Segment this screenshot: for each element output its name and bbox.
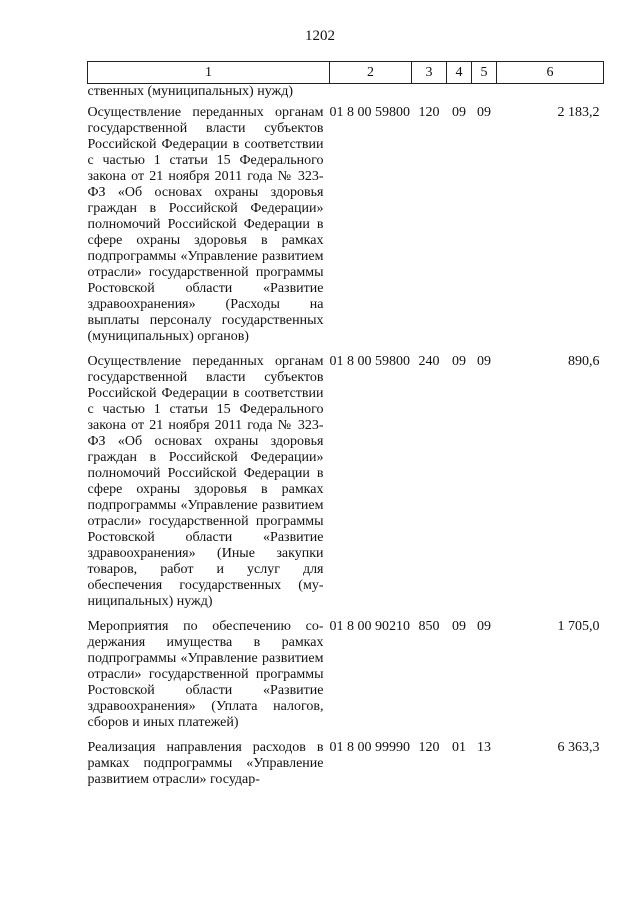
row-vr-code: 850	[418, 619, 440, 634]
row-csr-code: 01 8 00 59800	[329, 105, 410, 120]
header-col-2: 2	[330, 62, 412, 84]
header-col-4: 4	[447, 62, 472, 84]
table-row	[88, 351, 604, 616]
row-name: Реализация направления расходов в рамках подпрограммы «Управление развитием отрасли» государ-	[87, 740, 324, 787]
row-csr-code: 01 8 00 99990	[329, 740, 410, 755]
table-row	[88, 737, 604, 794]
header-col-1: 1	[88, 62, 330, 84]
row-amount: 6 363,3	[557, 740, 600, 755]
header-col-6: 6	[497, 62, 604, 84]
row-pr-code: 09	[477, 619, 491, 634]
row-pr-code: 09	[477, 105, 491, 120]
page-number: 1202	[305, 28, 335, 44]
row-vr-code: 120	[418, 740, 440, 755]
row-amount: 2 183,2	[557, 105, 600, 120]
row-amount: 890,6	[568, 354, 600, 369]
row-name: Мероприятия по обеспечению содержания имущества в рамках подпрограммы «Управление развитием отрасли» государственной программы Ростовской области «Развитие здравоохранения» (Уплата налогов, сборов и иных платежей)	[87, 619, 324, 730]
row-rz-code: 09	[452, 354, 466, 369]
row-pr-code: 13	[477, 740, 491, 755]
header-col-3: 3	[412, 62, 447, 84]
row-name: Осуществление переданных органам государственной власти субъектов Российской Федерации в соответствии с частью 1 статьи 15 Федерального закона от 21 ноября 2011 года № 323-ФЗ «Об основах охраны здоровья граждан в Российской Федерации» полномочий Российской Федерации в сфере охраны здоровья в рамках подпрограммы «Управление развитием отрасли» государственной программы Ростовской области «Развитие здравоохранения» (Иные закупки товаров, работ и услуг для обеспечения государственных (муниципальных) нужд)	[87, 354, 324, 609]
row-name: Осуществление переданных органам государственной власти субъектов Российской Федерации в соответствии с частью 1 статьи 15 Федерального закона от 21 ноября 2011 года № 323-ФЗ «Об основах охраны здоровья граждан в Российской Федерации» полномочий Российской Федерации в сфере охраны здоровья в рамках подпрограммы «Управление развитием отрасли» государственной программы Ростовской области «Развитие здравоохранения» (Расходы на выплаты персоналу государственных (муниципальных) органов)	[87, 105, 324, 344]
table-row	[88, 616, 604, 737]
row-rz-code: 09	[452, 619, 466, 634]
continuation-row	[88, 84, 604, 103]
row-vr-code: 120	[418, 105, 440, 120]
table-header-row	[88, 62, 604, 84]
header-col-5: 5	[472, 62, 497, 84]
row-rz-code: 09	[452, 105, 466, 120]
row-pr-code: 09	[477, 354, 491, 369]
row-vr-code: 240	[418, 354, 440, 369]
table-row	[88, 102, 604, 351]
continuation-text: ственных (муниципальных) нужд)	[87, 84, 293, 99]
row-csr-code: 01 8 00 90210	[329, 619, 410, 634]
budget-table	[87, 61, 604, 794]
row-rz-code: 01	[452, 740, 466, 755]
row-amount: 1 705,0	[557, 619, 600, 634]
row-csr-code: 01 8 00 59800	[329, 354, 410, 369]
